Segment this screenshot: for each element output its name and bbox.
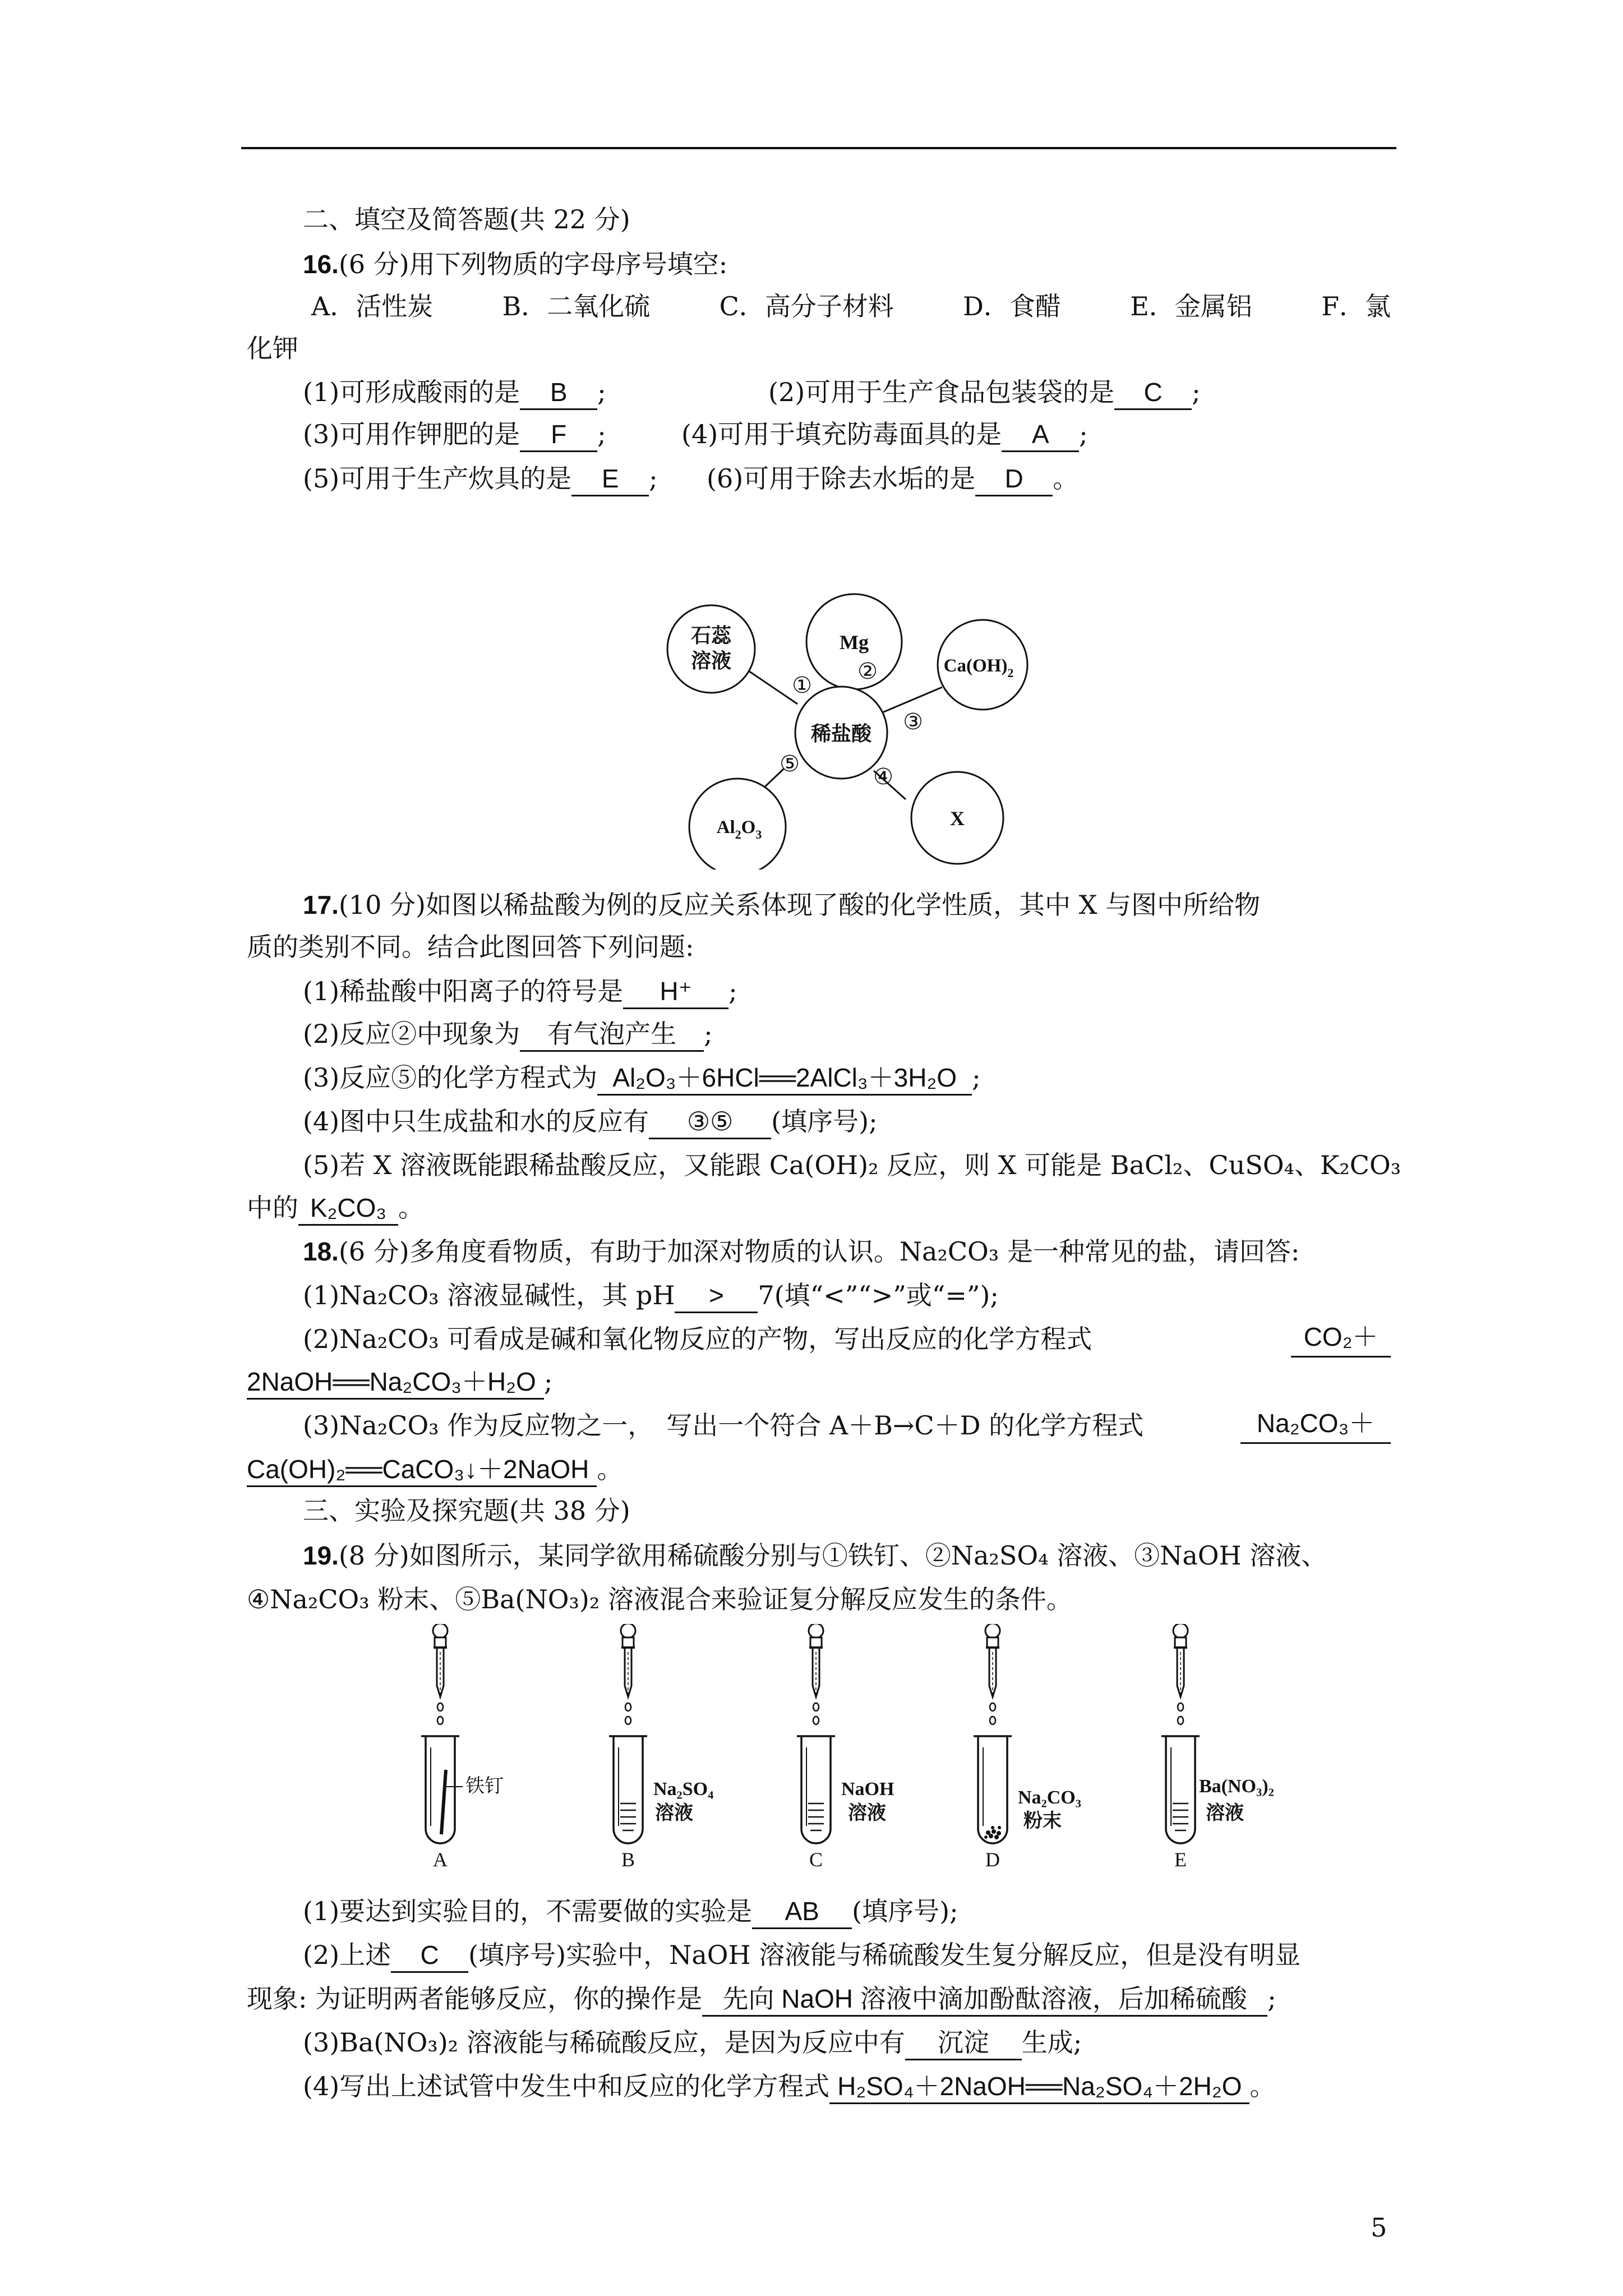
reaction-3-label: ③	[903, 709, 923, 734]
q16-item-6: (6)可用于除去水垢的是 D 。	[707, 460, 1380, 497]
q16-p6: (6)可用于除去水垢的是	[707, 463, 976, 494]
q17-p2: (2)反应②中现象为	[303, 1019, 520, 1049]
al-text: Al	[716, 817, 735, 838]
q17-item-4	[303, 1103, 1447, 1140]
tube-b-label-1: Na₂SO₄	[653, 1779, 714, 1800]
al-o-text: O	[741, 817, 756, 838]
reaction-4-label: ④	[873, 764, 893, 789]
q17-p1: (1)稀盐酸中阳离子的符号是	[303, 976, 624, 1006]
tube-d	[974, 1624, 1012, 1843]
q17-p3: (3)反应⑤的化学方程式为	[303, 1062, 598, 1093]
litmus-circle	[667, 605, 755, 693]
q19-p2-tail: (填序号)实验中，NaOH 溶液能与稀硫酸发生复分解反应，但是没有明显	[468, 1940, 1301, 1970]
link-litmus	[744, 668, 797, 704]
tube-b	[609, 1624, 647, 1843]
x-label: X	[950, 807, 965, 830]
answer-blank: C	[391, 1939, 468, 1973]
q17-number: 17.	[303, 890, 339, 919]
answer-blank: >	[675, 1279, 758, 1313]
tube-e-label-2: 溶液	[1206, 1803, 1244, 1824]
q19-p2b: 现象: 为证明两者能够反应，你的操作是	[247, 1984, 703, 2014]
q16-item-2: (2)可用于生产食品包装袋的是 C ;	[768, 374, 1385, 411]
q16-item-5: (5)可用于生产炊具的是 E ;	[303, 460, 1447, 497]
answer-blank: E	[571, 462, 649, 496]
al-sub-2: 3	[755, 827, 762, 841]
q18-p3: (3)Na₂CO₃ 作为反应物之一， 写出一个符合 A＋B→C＋D 的化学方程式	[303, 1410, 1144, 1441]
tube-a	[421, 1624, 463, 1843]
answer-blank: CO₂＋	[1291, 1320, 1391, 1358]
q18-item-3	[303, 1407, 1391, 1444]
q19-stem-1	[303, 1537, 1391, 1574]
reaction-2-label: ②	[857, 659, 878, 684]
q18-item-3b: Ca(OH)₂══CaCO₃↓＋2NaOH 。	[247, 1451, 1391, 1488]
q19-p2: (2)上述	[303, 1940, 391, 1970]
q17-item-2: (2)反应②中现象为 有气泡产生 ;	[303, 1015, 1447, 1052]
tube-d-label-2: 粉末	[1023, 1811, 1062, 1832]
q18-item-1	[303, 1277, 1447, 1314]
q16-option-c: C．高分子材料	[719, 291, 894, 321]
top-rule	[241, 147, 1396, 149]
litmus-label-2: 溶液	[690, 650, 732, 672]
al-sub-1: 2	[735, 827, 741, 841]
tube-c-letter: C	[809, 1848, 823, 1871]
litmus-label-1: 石蕊	[690, 624, 732, 647]
answer-blank: F	[520, 418, 597, 452]
q19-p1-tail: (填序号);	[852, 1896, 958, 1926]
tube-a-label: 铁钉	[465, 1776, 504, 1797]
q17-stem-1	[303, 886, 1447, 923]
page-number: 5	[1371, 2212, 1387, 2243]
q16-p4: (4)可用于填充防毒面具的是	[681, 419, 1002, 449]
q16-options-tail: 化钾	[247, 333, 298, 364]
answer-blank: 先向 NaOH 溶液中滴加酚酞溶液，后加稀硫酸	[702, 1982, 1267, 2017]
tube-c	[797, 1624, 835, 1843]
answer-blank: 沉淀	[905, 2026, 1022, 2060]
q18-p1-tail: 7(填“<”“>”或“=”);	[758, 1280, 999, 1310]
caoh2-sub: 2	[1007, 666, 1014, 680]
q17-item-5: (5)若 X 溶液既能跟稀盐酸反应，又能跟 Ca(OH)₂ 反应，则 X 可能是 BaCl₂、CuSO₄、K₂CO₃	[303, 1150, 1401, 1180]
tube-e-letter: E	[1174, 1848, 1187, 1871]
q16-number: 16.	[303, 250, 339, 279]
answer-blank: Na₂CO₃＋	[1241, 1407, 1391, 1444]
q16-p1: (1)可形成酸雨的是	[303, 377, 520, 407]
reaction-diagram	[639, 555, 1043, 869]
q19-p1: (1)要达到实验目的，不需要做的实验是	[303, 1896, 753, 1926]
tube-a-letter: A	[433, 1848, 448, 1871]
answer-blank: A	[1002, 418, 1079, 452]
q19-item-2	[303, 1936, 1391, 1973]
tube-b-label-2: 溶液	[655, 1803, 693, 1824]
q18-p1: (1)Na₂CO₃ 溶液显碱性，其 pH	[303, 1280, 675, 1310]
q19-stem-2: ④Na₂CO₃ 粉末、⑤Ba(NO₃)₂ 溶液混合来验证复分解反应发生的条件。	[247, 1584, 1072, 1614]
answer-blank: 2NaOH══Na₂CO₃＋H₂O	[247, 1365, 544, 1400]
answer-blank: K₂CO₃	[298, 1191, 398, 1226]
q17-p4-tail: (填序号);	[771, 1106, 878, 1137]
q16-item-4: (4)可用于填充防毒面具的是 A ;	[681, 416, 1382, 453]
q19-p4: (4)写出上述试管中发生中和反应的化学方程式	[303, 2071, 830, 2101]
q16-stem-text: (6 分)用下列物质的字母序号填空:	[338, 249, 728, 279]
q16-p5: (5)可用于生产炊具的是	[303, 463, 572, 494]
answer-blank: Al₂O₃＋6HCl══2AlCl₃＋3H₂O	[597, 1061, 972, 1096]
tube-b-letter: B	[621, 1848, 635, 1871]
reaction-1-label: ①	[792, 673, 812, 698]
q18-item-2b: 2NaOH══Na₂CO₃＋H₂O ;	[247, 1363, 1391, 1400]
q17-p4: (4)图中只生成盐和水的反应有	[303, 1106, 649, 1137]
q17-item-5b: 中的 K₂CO₃ 。	[247, 1189, 1391, 1226]
caoh2-text: Ca(OH)	[943, 656, 1008, 676]
answer-blank: Ca(OH)₂══CaCO₃↓＋2NaOH	[247, 1453, 597, 1487]
q19-item-3	[303, 2024, 1447, 2061]
answer-blank: H⁺	[623, 975, 728, 1009]
q16-option-e: E．金属铝	[1130, 291, 1252, 321]
q16-option-f: F．氯	[1321, 291, 1391, 321]
answer-blank: H₂SO₄＋2NaOH══Na₂SO₄＋2H₂O	[829, 2070, 1249, 2104]
hcl-label: 稀盐酸	[810, 723, 872, 745]
q18-stem-text: (6 分)多角度看物质，有助于加深对物质的认识。Na₂CO₃ 是一种常见的盐，请回答:	[338, 1236, 1300, 1267]
q16-item-3: (3)可用作钾肥的是 F ;	[303, 416, 1447, 453]
q19-stem-text: (8 分)如图所示，某同学欲用稀硫酸分别与①铁钉、②Na₂SO₄ 溶液、③NaOH 溶液、	[338, 1540, 1327, 1571]
tube-c-label-1: NaOH	[841, 1779, 895, 1800]
q16-stem	[303, 246, 1447, 283]
q16-options	[311, 288, 1391, 325]
q16-option-a: A．活性炭	[311, 291, 434, 321]
tube-d-letter: D	[985, 1848, 1000, 1871]
q18-item-2	[303, 1320, 1391, 1358]
answer-blank: B	[520, 376, 597, 410]
q17-stem-2: 质的类别不同。结合此图回答下列问题:	[247, 932, 694, 962]
q16-option-b: B．二氧化硫	[502, 291, 651, 321]
section-2-title: 二、填空及简答题(共 22 分)	[303, 204, 630, 234]
answer-blank: ③⑤	[649, 1105, 771, 1139]
answer-blank: AB	[752, 1895, 852, 1929]
q17-stem-text: (10 分)如图以稀盐酸为例的反应关系体现了酸的化学性质，其中 X 与图中所给物	[338, 890, 1260, 920]
q19-p3-tail: 生成;	[1021, 2027, 1082, 2058]
test-tubes-figure	[404, 1624, 1312, 1871]
q19-item-1	[303, 1893, 1447, 1930]
q16-p2: (2)可用于生产食品包装袋的是	[768, 377, 1115, 407]
answer-blank: D	[975, 462, 1053, 496]
q16-item-1: (1)可形成酸雨的是 B ;	[303, 374, 1447, 411]
q18-stem	[303, 1233, 1391, 1270]
reaction-5-label: ⑤	[780, 751, 800, 776]
mg-label: Mg	[840, 631, 869, 654]
q19-item-4: (4)写出上述试管中发生中和反应的化学方程式 H₂SO₄＋2NaOH══Na₂SO₄＋2H₂O 。	[303, 2068, 1447, 2105]
q17-p5b: 中的	[247, 1193, 298, 1223]
tube-e	[1161, 1624, 1200, 1843]
q16-p3: (3)可用作钾肥的是	[303, 419, 520, 449]
answer-blank: C	[1114, 376, 1192, 410]
q16-option-d: D．食醋	[963, 291, 1061, 321]
tube-e-label-1: Ba(NO₃)₂	[1199, 1776, 1274, 1797]
tube-c-label-2: 溶液	[848, 1803, 886, 1824]
q17-item-3: (3)反应⑤的化学方程式为 Al₂O₃＋6HCl══2AlCl₃＋3H₂O ;	[303, 1059, 1447, 1096]
q19-item-2b: 现象: 为证明两者能够反应，你的操作是 先向 NaOH 溶液中滴加酚酞溶液，后加稀硫酸 ;	[247, 1980, 1391, 2017]
al2o3-circle	[689, 779, 786, 869]
q17-item-1: (1)稀盐酸中阳离子的符号是 H⁺ ;	[303, 973, 1447, 1010]
q19-number: 19.	[303, 1541, 339, 1570]
tube-d-label-1: Na₂CO₃	[1018, 1787, 1081, 1808]
q19-p3: (3)Ba(NO₃)₂ 溶液能与稀硫酸反应，是因为反应中有	[303, 2027, 905, 2058]
answer-blank: 有气泡产生	[520, 1018, 704, 1052]
q18-number: 18.	[303, 1237, 339, 1266]
section-3-title: 三、实验及探究题(共 38 分)	[303, 1496, 630, 1526]
q18-p2: (2)Na₂CO₃ 可看成是碱和氧化物反应的产物，写出反应的化学方程式	[303, 1324, 1092, 1354]
